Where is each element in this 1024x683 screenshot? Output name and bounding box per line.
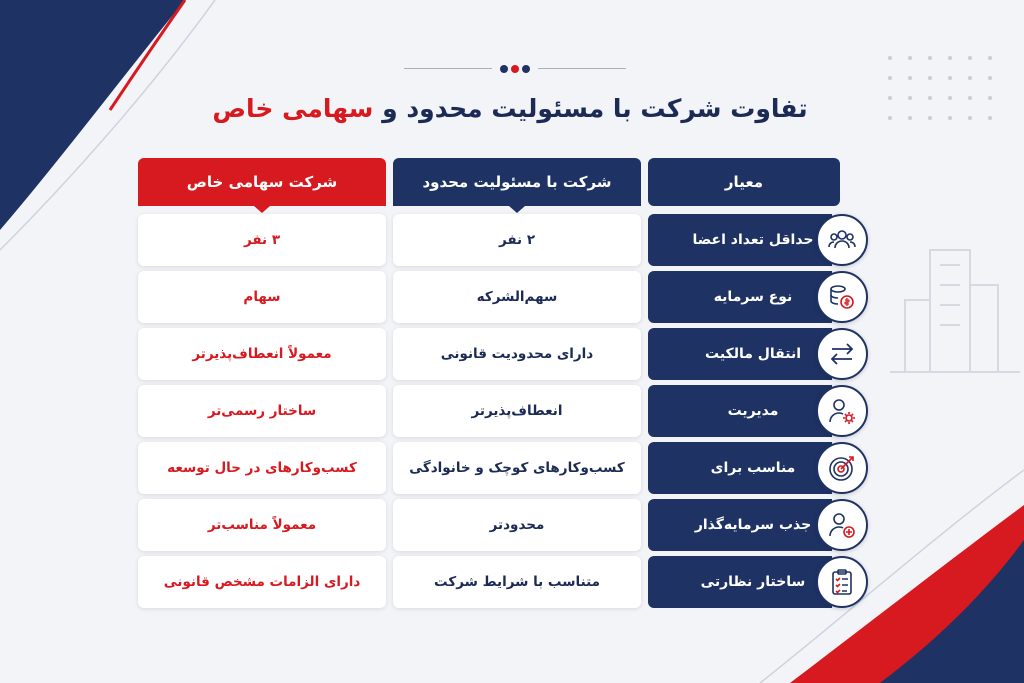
- header-llc: [393, 158, 641, 206]
- cell-llc-capital-type: سهم‌الشرکه: [393, 271, 641, 323]
- group-icon: [816, 214, 868, 266]
- page-title: [160, 94, 860, 123]
- criterion-investor-attraction-label: جذب سرمایه‌گذار: [694, 517, 812, 533]
- manager-gear-icon: [816, 385, 868, 437]
- criterion-capital-type: [648, 271, 832, 323]
- cell-llc-management: انعطاف‌پذیرتر: [393, 385, 641, 437]
- header-criteria-label: معیار: [724, 173, 764, 191]
- header-criteria: [648, 158, 840, 206]
- criterion-ownership-transfer-label: انتقال مالکیت: [705, 346, 801, 362]
- clipboard-checklist-icon: [816, 556, 868, 608]
- page-title-main: تفاوت شرکت با مسئولیت محدود و: [382, 94, 808, 123]
- criterion-oversight-structure-label: ساختار نظارتی: [700, 574, 806, 590]
- criterion-investor-attraction: [648, 499, 832, 551]
- criterion-member-count: [648, 214, 832, 266]
- title-decoration: [404, 64, 626, 74]
- cell-llc-member-count: ۲ نفر: [393, 214, 641, 266]
- header-pjsc-label: شرکت سهامی خاص: [186, 173, 338, 191]
- cell-llc-investor-attraction: محدودتر: [393, 499, 641, 551]
- header-llc-label: شرکت با مسئولیت محدود: [422, 173, 612, 191]
- cell-llc-oversight-structure: متناسب با شرایط شرکت: [393, 556, 641, 608]
- page-title-accent: سهامی خاص: [212, 94, 374, 123]
- cell-pjsc-management: ساختار رسمی‌تر: [138, 385, 386, 437]
- cell-pjsc-suitable-for: کسب‌وکارهای در حال توسعه: [138, 442, 386, 494]
- criterion-management: [648, 385, 832, 437]
- cell-pjsc-ownership-transfer: معمولاً انعطاف‌پذیرتر: [138, 328, 386, 380]
- criterion-ownership-transfer: [648, 328, 832, 380]
- criterion-oversight-structure: [648, 556, 832, 608]
- cell-pjsc-oversight-structure: دارای الزامات مشخص قانونی: [138, 556, 386, 608]
- add-user-icon: [816, 499, 868, 551]
- coins-icon: [816, 271, 868, 323]
- criterion-suitable-for-label: مناسب برای: [710, 460, 796, 476]
- cell-pjsc-investor-attraction: معمولاً مناسب‌تر: [138, 499, 386, 551]
- criterion-capital-type-label: نوع سرمایه: [713, 289, 793, 305]
- criterion-member-count-label: حداقل تعداد اعضا: [692, 232, 814, 248]
- header-pjsc: [138, 158, 386, 206]
- criterion-management-label: مدیریت: [727, 403, 779, 419]
- cell-pjsc-capital-type: سهام: [138, 271, 386, 323]
- transfer-arrows-icon: [816, 328, 868, 380]
- cell-llc-ownership-transfer: دارای محدودیت قانونی: [393, 328, 641, 380]
- criterion-suitable-for: [648, 442, 832, 494]
- cell-llc-suitable-for: کسب‌وکارهای کوچک و خانوادگی: [393, 442, 641, 494]
- target-icon: [816, 442, 868, 494]
- cell-pjsc-member-count: ۳ نفر: [138, 214, 386, 266]
